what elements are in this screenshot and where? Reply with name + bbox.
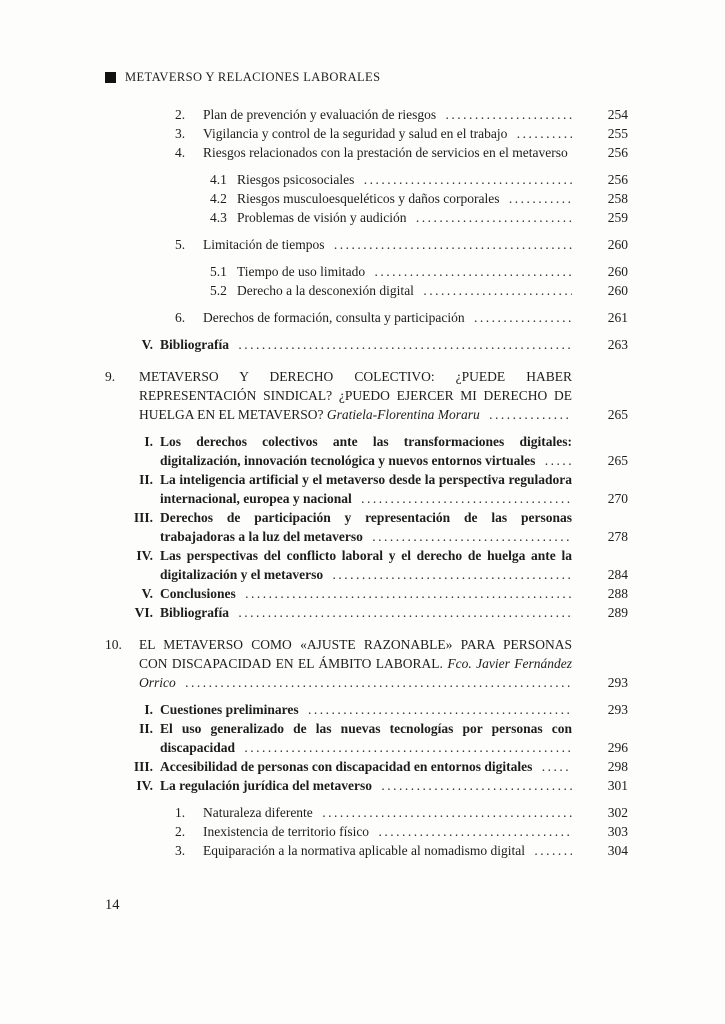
toc-entry	[105, 208, 628, 227]
toc-entry-title: Inexistencia de territorio físico	[203, 824, 370, 839]
toc-entry	[105, 822, 628, 841]
toc-entry	[105, 470, 628, 508]
toc-entry-label: III.	[133, 510, 153, 525]
toc-entry	[105, 841, 628, 860]
toc-entry-text	[139, 635, 572, 692]
toc-entry-page: 289	[607, 605, 628, 620]
toc-entry-title: Riesgos psicosociales	[237, 172, 355, 187]
toc-entry-title: Accesibilidad de personas con discapacidad en entornos digitales	[160, 759, 533, 774]
toc-entry-text	[160, 603, 572, 622]
toc-entry	[105, 124, 628, 143]
toc-entry-text	[160, 470, 572, 508]
toc-entry-text	[237, 170, 572, 189]
toc-entry-label: 3.	[175, 126, 186, 141]
toc-entry-title: Vigilancia y control de la seguridad y salud en el trabajo	[203, 126, 508, 141]
toc-entry	[105, 546, 628, 584]
toc-entry	[105, 803, 628, 822]
toc-entry-text	[160, 432, 572, 470]
toc-entry-page: 260	[607, 283, 628, 298]
toc-entry-page: 255	[607, 126, 628, 141]
toc-entry-title: Bibliografía	[160, 605, 230, 620]
toc-entry	[105, 776, 628, 795]
toc-entry-title: Conclusiones	[160, 586, 236, 601]
toc-entry-title: Problemas de visión y audición	[237, 210, 407, 225]
toc-entry-title: Las perspectivas del conflicto laboral y el derecho de huelga ante la digitalización y el metaverso	[160, 548, 572, 582]
toc-entry-page: 265	[607, 453, 628, 468]
toc-entry-text	[160, 546, 572, 584]
toc-entry-title: Equiparación a la normativa aplicable al nomadismo digital	[203, 843, 526, 858]
toc-entry-text	[203, 308, 572, 327]
toc-entry-label: V.	[141, 586, 153, 601]
toc-entry-text	[203, 803, 572, 822]
toc-entry-title: Limitación de tiempos	[203, 237, 325, 252]
toc-entry-text	[237, 262, 572, 281]
toc-entry-title: La inteligencia artificial y el metaverso desde la perspectiva reguladora internacional, europea y nacional	[160, 472, 572, 506]
toc-entry-label: 3.	[175, 843, 186, 858]
toc-entry-text	[160, 757, 572, 776]
toc-entry-page: 298	[607, 759, 628, 774]
toc-entry-label: II.	[139, 472, 153, 487]
toc-entry	[105, 367, 628, 424]
toc-entry	[105, 335, 628, 354]
toc-entry-page: 293	[607, 702, 628, 717]
toc-entry-page: 284	[607, 567, 628, 582]
toc-entry-label: 2.	[175, 107, 186, 122]
square-bullet-icon	[105, 72, 116, 83]
toc-entry-title: Riesgos relacionados con la prestación de servicios en el metaverso	[203, 145, 568, 160]
toc-entry-page: 260	[607, 237, 628, 252]
toc-entry-page: 303	[607, 824, 628, 839]
toc-entry-label: I.	[144, 702, 153, 717]
toc-entry-label: 5.2	[210, 283, 227, 298]
toc-entry-title: METAVERSO Y DERECHO COLECTIVO: ¿PUEDE HABER REPRESENTACIÓN SINDICAL? ¿PUEDO EJERCER MI DERECHO DE HUELGA EN EL METAVERSO?	[139, 369, 572, 422]
toc-entry-label: 4.	[175, 145, 186, 160]
toc-entry-page: 260	[607, 264, 628, 279]
toc-entry-text	[203, 841, 572, 860]
toc-entry-page: 278	[607, 529, 628, 544]
toc-entry-label: 6.	[175, 310, 186, 325]
toc-entry-page: 256	[607, 172, 628, 187]
toc-entry-page: 263	[607, 337, 628, 352]
toc-entry	[105, 719, 628, 757]
toc-entry-label: 5.	[175, 237, 186, 252]
toc-entry-title: Riesgos musculoesqueléticos y daños corporales	[237, 191, 500, 206]
toc-entry-text	[160, 508, 572, 546]
toc-entry-text	[237, 281, 572, 300]
toc-entry-author: Fco. Javier Fernández Orrico	[139, 656, 572, 690]
toc-entry-label: 9.	[105, 369, 116, 384]
toc-entry-title: Derechos de formación, consulta y participación	[203, 310, 465, 325]
toc-entry-label: 2.	[175, 824, 186, 839]
toc-entry-page: 296	[607, 740, 628, 755]
running-header-title: METAVERSO Y RELACIONES LABORALES	[125, 70, 381, 84]
toc-entry-label: V.	[141, 337, 153, 352]
toc-entry-text	[203, 105, 572, 124]
toc-entry-label: 4.1	[210, 172, 227, 187]
toc-entry-page: 258	[607, 191, 628, 206]
toc-entry-text	[237, 208, 572, 227]
toc-entry	[105, 603, 628, 622]
toc-entry-text	[237, 189, 572, 208]
toc-entry-text	[203, 822, 572, 841]
running-header	[105, 70, 628, 84]
toc-entry-label: VI.	[134, 605, 153, 620]
toc-entry-title: Naturaleza diferente	[203, 805, 313, 820]
toc-entry-title: Derechos de participación y representación de las personas trabajadoras a la luz del metaverso	[160, 510, 572, 544]
toc-entry-label: II.	[139, 721, 153, 736]
toc-entry-title: EL METAVERSO COMO «AJUSTE RAZONABLE» PARA PERSONAS CON DISCAPACIDAD EN EL ÁMBITO LABORAL.	[139, 637, 572, 671]
folio-page-number: 14	[105, 897, 120, 913]
toc-entry	[105, 757, 628, 776]
toc-entry	[105, 700, 628, 719]
toc-entry	[105, 189, 628, 208]
toc-entry	[105, 235, 628, 254]
toc-entry-page: 259	[607, 210, 628, 225]
toc-entry	[105, 105, 628, 124]
toc-entry-label: IV.	[136, 548, 153, 563]
toc-entry-title: Plan de prevención y evaluación de riesgos	[203, 107, 437, 122]
toc-entry-text	[203, 235, 572, 254]
toc-entry-title: Bibliografía	[160, 337, 230, 352]
toc-entry-label: I.	[144, 434, 153, 449]
toc-entry	[105, 508, 628, 546]
toc-entry	[105, 635, 628, 692]
toc-entry-label: 10.	[105, 637, 122, 652]
toc-entry-text	[160, 700, 572, 719]
toc-entry-label: IV.	[136, 778, 153, 793]
toc-entry-title: El uso generalizado de las nuevas tecnologías por personas con discapacidad	[160, 721, 572, 755]
toc-entry	[105, 432, 628, 470]
toc-entry-page: 293	[607, 675, 628, 690]
toc-entry	[105, 281, 628, 300]
toc-entry-title: La regulación jurídica del metaverso	[160, 778, 372, 793]
toc-entry-label: 1.	[175, 805, 186, 820]
toc-entry-page: 288	[607, 586, 628, 601]
toc-entry-label: 4.2	[210, 191, 227, 206]
toc-entry-page: 270	[607, 491, 628, 506]
toc-entry	[105, 170, 628, 189]
toc-entry-label: 4.3	[210, 210, 227, 225]
toc-entry	[105, 584, 628, 603]
toc-entry-page: 301	[607, 778, 628, 793]
toc-entry-text	[160, 776, 572, 795]
toc-entry-author: Gratiela-Florentina Moraru	[326, 407, 480, 422]
table-of-contents	[105, 105, 628, 860]
toc-entry-page: 256	[607, 145, 628, 160]
toc-entry	[105, 143, 628, 162]
toc-entry-page: 304	[607, 843, 628, 858]
toc-entry-page: 254	[607, 107, 628, 122]
toc-entry-text	[203, 124, 572, 143]
toc-entry-title: Cuestiones preliminares	[160, 702, 299, 717]
toc-entry-title: Tiempo de uso limitado	[237, 264, 366, 279]
toc-entry-text	[160, 335, 572, 354]
toc-entry-title: Derecho a la desconexión digital	[237, 283, 414, 298]
toc-entry-text	[160, 719, 572, 757]
toc-entry-text	[203, 143, 572, 162]
toc-entry	[105, 308, 628, 327]
toc-entry-page: 302	[607, 805, 628, 820]
toc-entry-page: 265	[607, 407, 628, 422]
toc-entry	[105, 262, 628, 281]
toc-entry-title: Los derechos colectivos ante las transformaciones digitales: digitalización, innovación tecnológica y nuevos entornos virtuales	[160, 434, 572, 468]
toc-entry-label: 5.1	[210, 264, 227, 279]
toc-entry-label: III.	[133, 759, 153, 774]
toc-entry-text	[160, 584, 572, 603]
toc-entry-page: 261	[607, 310, 628, 325]
toc-entry-text	[139, 367, 572, 424]
